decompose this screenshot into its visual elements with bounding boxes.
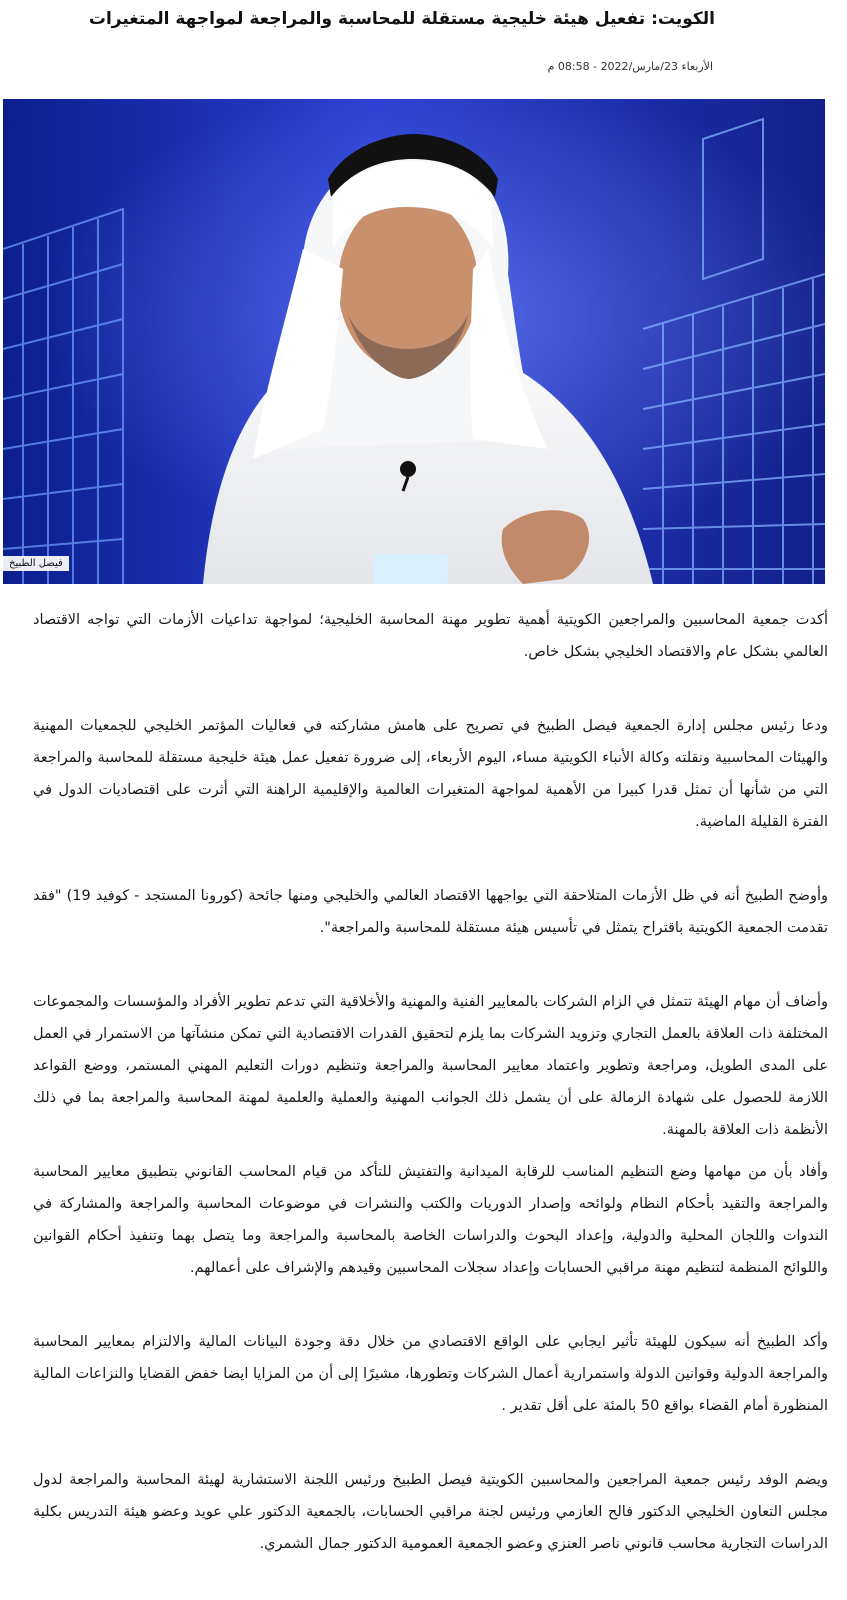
article-paragraph: وأضاف أن مهام الهيئة تتمثل في الزام الشركات بالمعايير الفنية والمهنية والأخلاقية التي تدعم تطوير الأفراد والمؤسسات والمجموعات المختلفة ذات العلاقة بالعمل التجاري وتزويد الشركات بما يلزم لتحقيق القدرات الاقتصادية التي تمكن منشآتها من الاستمرار في العمل على المدى الطويل، ومراجعة وتطوير واعتماد معايير المحاسبة والمراجعة وتنظيم دورات التعليم المهني المستمر، ووضع القواعد اللازمة للحصول على شهادة الزمالة على أن يشمل ذلك الجوانب المهنية والعملية والعلمية لمهنة المحاسبة والمراجعة بما في ذلك الأنظمة ذات العلاقة بالمهنة. [33, 994, 828, 1138]
man-portrait-illustration [3, 99, 825, 584]
article-title: الكويت: تفعيل هيئة خليجية مستقلة للمحاسبة والمراجعة لمواجهة المتغيرات [88, 9, 715, 29]
article-paragraph: وأوضح الطبيخ أنه في ظل الأزمات المتلاحقة التي يواجهها الاقتصاد العالمي والخليجي ومنها جائحة (كورونا المستجد - كوفيد 19) "فقد تقدمت الجمعية الكويتية باقتراح يتمثل في تأسيس هيئة مستقلة للمحاسبة والمراجعة". [33, 888, 828, 936]
article-paragraph: ويضم الوفد رئيس جمعية المراجعين والمحاسبين الكويتية فيصل الطبيخ ورئيس اللجنة الاستشارية لهيئة المحاسبة والمراجعة لدول مجلس التعاون الخليجي الدكتور فالح العازمي ورئيس لجنة مراقبي الحسابات، بالجمعية الدكتور علي عويد وعضو هيئة التدريس بكلية الدراسات التجارية محاسب قانوني ناصر العنزي وعضو الجمعية العمومية الدكتور جمال الشمري. [33, 1472, 828, 1552]
article-paragraph: وأفاد بأن من مهامها وضع التنظيم المناسب للرقابة الميدانية والتفتيش للتأكد من قيام المحاسب القانوني بتطبيق معايير المحاسبة والمراجعة والتقيد بأحكام النظام ولوائحه وإصدار الدوريات والكتب والنشرات في موضوعات المحاسبة والمراجعة والمشاركة في الندوات واللجان المحلية والدولية، وإعداد البحوث والدراسات الخاصة بالمحاسبة والمراجعة وما يتصل بهما وتنفيذ أحكام القوانين واللوائح المنظمة لتنظيم مهنة مراقبي الحسابات وإعداد سجلات المحاسبين وقيدهم والإشراف على أعمالهم. [33, 1164, 828, 1276]
article-paragraph: وأكد الطبيخ أنه سيكون للهيئة تأثير ايجابي على الواقع الاقتصادي من خلال دقة وجودة البيانات المالية والالتزام بمعايير المحاسبة والمراجعة الدولية وقوانين الدولة واستمرارية أعمال الشركات وتطورها، مشيرًا إلى أن من المزايا ايضا خفض القضايا والنزاعات المالية المنظورة أمام القضاء بواقع 50 بالمئة على أقل تقدير . [33, 1334, 828, 1414]
article-hero-image [3, 99, 825, 584]
article-date: الأربعاء 23/مارس/2022 - 08:58 م [547, 60, 713, 73]
image-caption: فيصل الطبيخ [3, 556, 69, 571]
article-paragraph: ودعا رئيس مجلس إدارة الجمعية فيصل الطبيخ في تصريح على هامش مشاركته في فعاليات المؤتمر الخليجي للجمعيات المهنية والهيئات المحاسبية ونقلته وكالة الأنباء الكويتية مساء، اليوم الأربعاء، إلى ضرورة تفعيل عمل هيئة خليجية مستقلة للمحاسبة والمراجعة التي من شأنها أن تمثل قدرا كبيرا من الأهمية لمواجهة المتغيرات العالمية والإقليمية الراهنة التي أثرت على اقتصاديات الدول في الفترة القليلة الماضية. [33, 718, 828, 830]
article-paragraph: أكدت جمعية المحاسبين والمراجعين الكويتية أهمية تطوير مهنة المحاسبة الخليجية؛ لمواجهة تداعيات الأزمات التي تواجه الاقتصاد العالمي بشكل عام والاقتصاد الخليجي بشكل خاص. [33, 612, 828, 660]
article-body [33, 604, 828, 1560]
